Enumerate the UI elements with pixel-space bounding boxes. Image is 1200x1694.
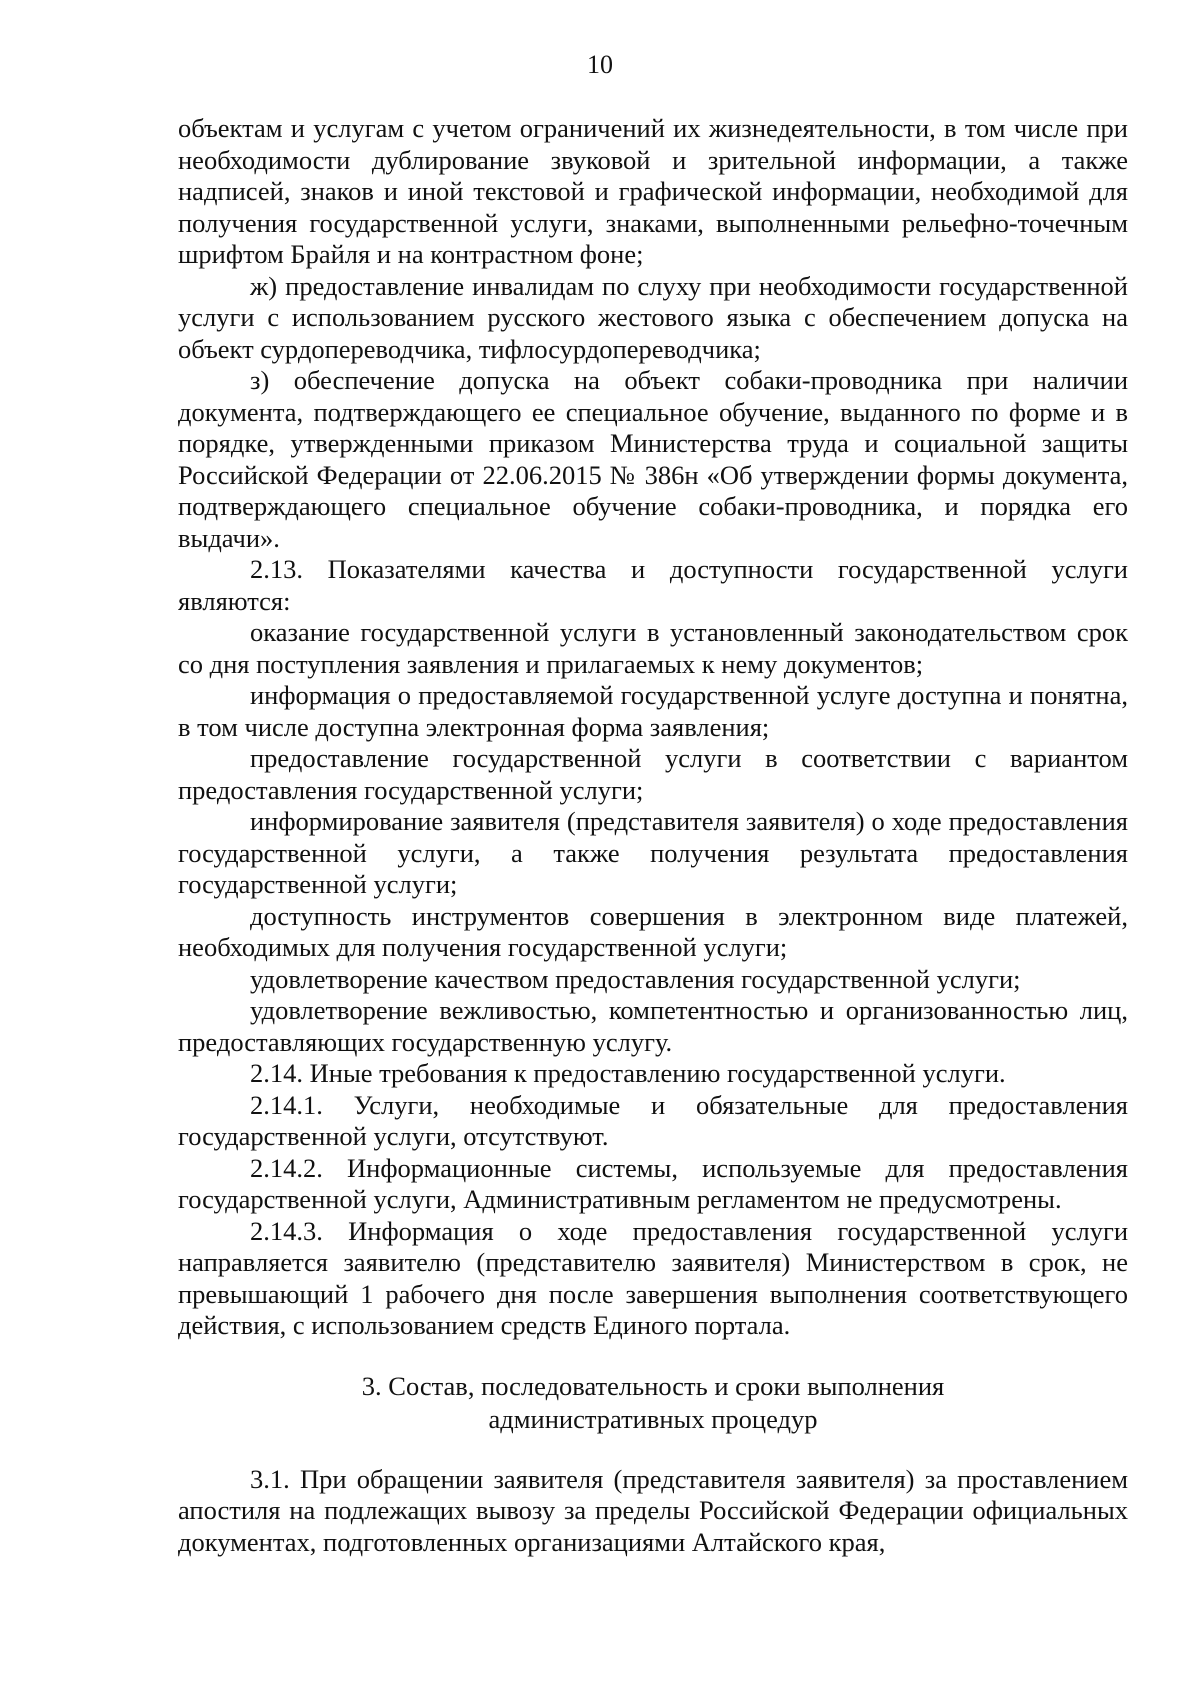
- paragraph: удовлетворение качеством предоставления государственной услуги;: [250, 963, 1021, 994]
- paragraph: 3.1. При обращении заявителя (представителя заявителя) за проставлением апостиля на подлежащих вывозу за пределы Российской Федерации официальных документах, подготовленных организациями Алтайского края,: [178, 1463, 1128, 1557]
- paragraph: объектам и услугам с учетом ограничений их жизнедеятельности, в том числе при необходимости дублирование звуковой и зрительной информации, а также надписей, знаков и иной текстовой и графической информации, необходимой для получения государственной услуги, знаками, выполненными рельефно-точечным шрифтом Брайля и на контрастном фоне;: [178, 113, 1128, 269]
- paragraph: удовлетворение вежливостью, компетентностью и организованностью лиц, предоставляющих государственную услугу.: [178, 995, 1128, 1057]
- paragraph: информация о предоставляемой государственной услуге доступна и понятна, в том числе доступна электронная форма заявления;: [178, 680, 1128, 742]
- paragraph: информирование заявителя (представителя заявителя) о ходе предоставления государственной услуги, а также получения результата предоставления государственной услуги;: [178, 806, 1128, 899]
- paragraph: предоставление государственной услуги в соответствии с вариантом предоставления государственной услуги;: [178, 743, 1128, 805]
- paragraph: оказание государственной услуги в установленный законодательством срок со дня поступления заявления и прилагаемых к нему документов;: [178, 617, 1128, 679]
- paragraph: 2.14.3. Информация о ходе предоставления государственной услуги направляется заявителю (представителю заявителя) Министерством в срок, не превышающий 1 рабочего дня после завершения выполнения соответствующего действия, с использованием средств Единого портала.: [178, 1215, 1128, 1340]
- section-heading-line: административных процедур: [488, 1403, 818, 1434]
- document-body: [178, 113, 1128, 1558]
- paragraph: доступность инструментов совершения в электронном виде платежей, необходимых для получения государственной услуги;: [178, 900, 1128, 962]
- paragraph: 2.13. Показателями качества и доступности государственной услуги являются:: [178, 554, 1128, 616]
- section-heading: [178, 1370, 1128, 1436]
- paragraph: 2.14.1. Услуги, необходимые и обязательные для предоставления государственной услуги, отсутствуют.: [178, 1089, 1128, 1151]
- paragraph: 2.14. Иные требования к предоставлению государственной услуги.: [250, 1058, 1006, 1088]
- section-heading-line: 3. Состав, последовательность и сроки выполнения: [361, 1370, 945, 1401]
- paragraph: 2.14.2. Информационные системы, используемые для предоставления государственной услуги, Административным регламентом не предусмотрены.: [178, 1152, 1128, 1214]
- page-number: 10: [587, 50, 613, 79]
- paragraph: ж) предоставление инвалидам по слуху при необходимости государственной услуги с использованием русского жестового языка с обеспечением допуска на объект сурдопереводчика, тифлосурдопереводчика;: [178, 270, 1128, 364]
- paragraph: з) обеспечение допуска на объект собаки-проводника при наличии документа, подтверждающего ее специальное обучение, выданного по форме и в порядке, утвержденными приказом Министерства труда и социальной защиты Российской Федерации от 22.06.2015 № 386н «Об утверждении формы документа, подтверждающего специальное обучение собаки-проводника, и порядка его выдачи».: [178, 365, 1128, 553]
